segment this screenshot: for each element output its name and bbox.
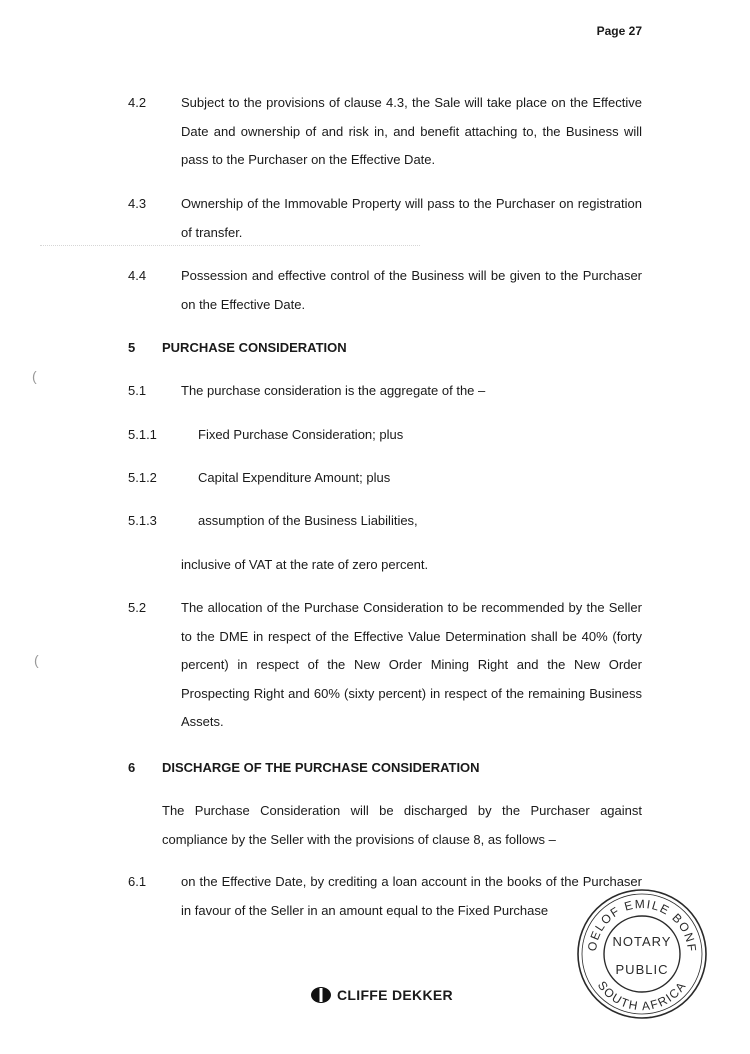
margin-mark: (: [34, 652, 39, 668]
stamp-line1: NOTARY: [612, 934, 672, 949]
clause-text: Fixed Purchase Consideration; plus: [198, 427, 404, 442]
section-heading: PURCHASE CONSIDERATION: [162, 340, 347, 355]
clause-text: Capital Expenditure Amount; plus: [198, 470, 391, 485]
clause-number: 6.1: [128, 874, 147, 889]
cliffe-dekker-logo-icon: [310, 986, 332, 1004]
section-number: 6: [128, 760, 136, 775]
clause-text: Ownership of the Immovable Property will pass to the Purchaser on registration of transfer.: [181, 196, 642, 240]
clause-text: inclusive of VAT at the rate of zero percent.: [181, 557, 429, 572]
stamp-line2: PUBLIC: [615, 962, 669, 977]
clause-text: assumption of the Business Liabilities,: [198, 513, 418, 528]
clause-number: 4.3: [128, 196, 147, 211]
clause-number: 4.4: [128, 268, 147, 283]
section-number: 5: [128, 340, 136, 355]
clause-number: 5.1.2: [128, 470, 157, 485]
clause-text: on the Effective Date, by crediting a loan account in the books of the Purchaser in favour of the Seller in an amount equal to the Fixed Purchase: [181, 874, 642, 918]
page-number: Page 27: [596, 24, 642, 38]
stamp-ring-top-text: OELOF EMILE BONF: [584, 896, 700, 954]
clause-number: 4.2: [128, 95, 147, 110]
footer-logo-text: CLIFFE DEKKER: [337, 987, 453, 1003]
scan-artifact-line: [40, 245, 420, 246]
clause-text: Possession and effective control of the Business will be given to the Purchaser on the Effective Date.: [181, 268, 642, 312]
margin-mark: (: [32, 368, 37, 384]
footer-logo: [310, 986, 453, 1004]
clause-number: 5.1: [128, 383, 147, 398]
clause-text: The allocation of the Purchase Consideration to be recommended by the Seller to the DME in respect of the Effective Value Determination shall be 40% (forty percent) in respect of the New Order Mining Right and the New Order Prospecting Right and 60% (sixty percent) in respect of the remaining Business Assets.: [181, 600, 642, 729]
notary-stamp: [574, 886, 710, 1022]
clause-number: 5.1.3: [128, 513, 157, 528]
clause-number: 5.2: [128, 600, 147, 615]
section-heading: DISCHARGE OF THE PURCHASE CONSIDERATION: [162, 760, 480, 775]
clause-text: The purchase consideration is the aggregate of the –: [181, 383, 486, 398]
stamp-ring-bottom-text: SOUTH AFRICA: [594, 978, 690, 1014]
clause-text: The Purchase Consideration will be discharged by the Purchaser against compliance by the Seller with the provisions of clause 8, as follows –: [162, 803, 642, 847]
clause-text: Subject to the provisions of clause 4.3, the Sale will take place on the Effective Date and ownership of and risk in, and benefit attaching to, the Business will pass to the Purchaser on the Effective Date.: [181, 95, 642, 167]
clause-number: 5.1.1: [128, 427, 157, 442]
